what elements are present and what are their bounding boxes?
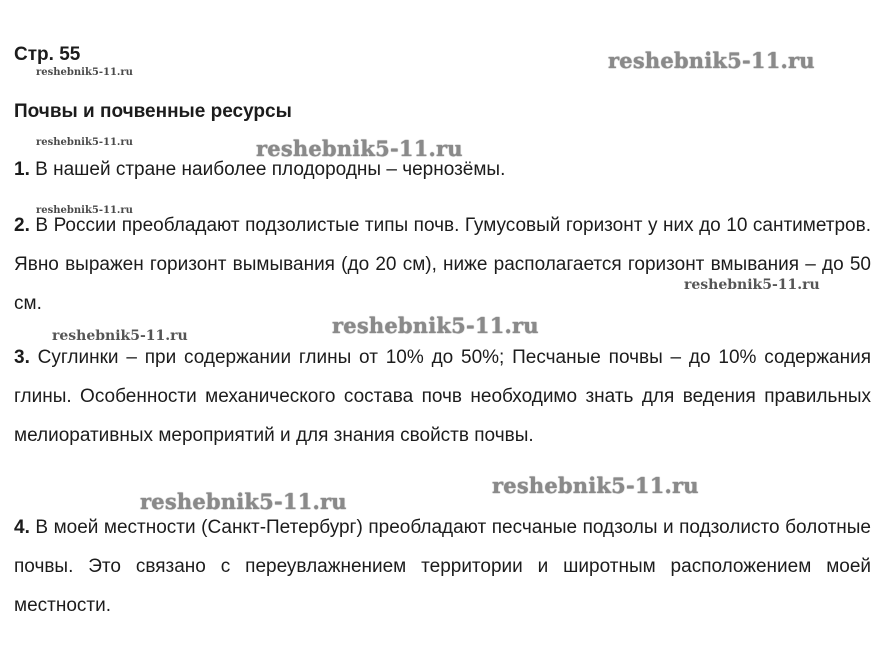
watermark: reshebnik5-11.ru	[36, 67, 133, 78]
watermark: reshebnik5-11.ru	[684, 277, 820, 293]
answer-3	[14, 338, 871, 455]
watermark: reshebnik5-11.ru	[52, 328, 188, 344]
answer-4	[14, 508, 871, 625]
watermark: reshebnik5-11.ru	[140, 489, 347, 514]
watermark: reshebnik5-11.ru	[36, 205, 133, 216]
page-number: Стр. 55	[14, 44, 81, 65]
answer-text: В моей местности (Санкт-Петербург) преобладают песчаные подзолы и подзолисто болотные почвы. Это связано с переувлажнением территории и широтным расположением моей местности.	[14, 517, 871, 616]
watermark: reshebnik5-11.ru	[608, 48, 815, 73]
answer-text: В нашей стране наиболее плодородны – чернозёмы.	[29, 159, 506, 180]
answer-2	[14, 206, 871, 323]
answer-number: 2.	[14, 215, 30, 236]
page-title: Почвы и почвенные ресурсы	[14, 101, 292, 122]
watermark: reshebnik5-11.ru	[492, 473, 699, 498]
answer-number: 4.	[14, 517, 30, 538]
watermark: reshebnik5-11.ru	[256, 136, 463, 161]
answer-text: Суглинки – при содержании глины от 10% до 50%; Песчаные почвы – до 10% содержания глины. Особенности механического состава почв необходимо знать для ведения правильных мелиоративных мероприятий и для знания свойств почвы.	[14, 347, 871, 446]
answer-text: В России преобладают подзолистые типы почв. Гумусовый горизонт у них до 10 сантиметров. Явно выражен горизонт вымывания (до 20 см), ниже располагается горизонт вмывания – до 50 см.	[14, 215, 871, 314]
watermark: reshebnik5-11.ru	[36, 137, 133, 148]
watermark: reshebnik5-11.ru	[332, 313, 539, 338]
answer-number: 1.	[14, 159, 30, 180]
answer-number: 3.	[14, 347, 30, 368]
